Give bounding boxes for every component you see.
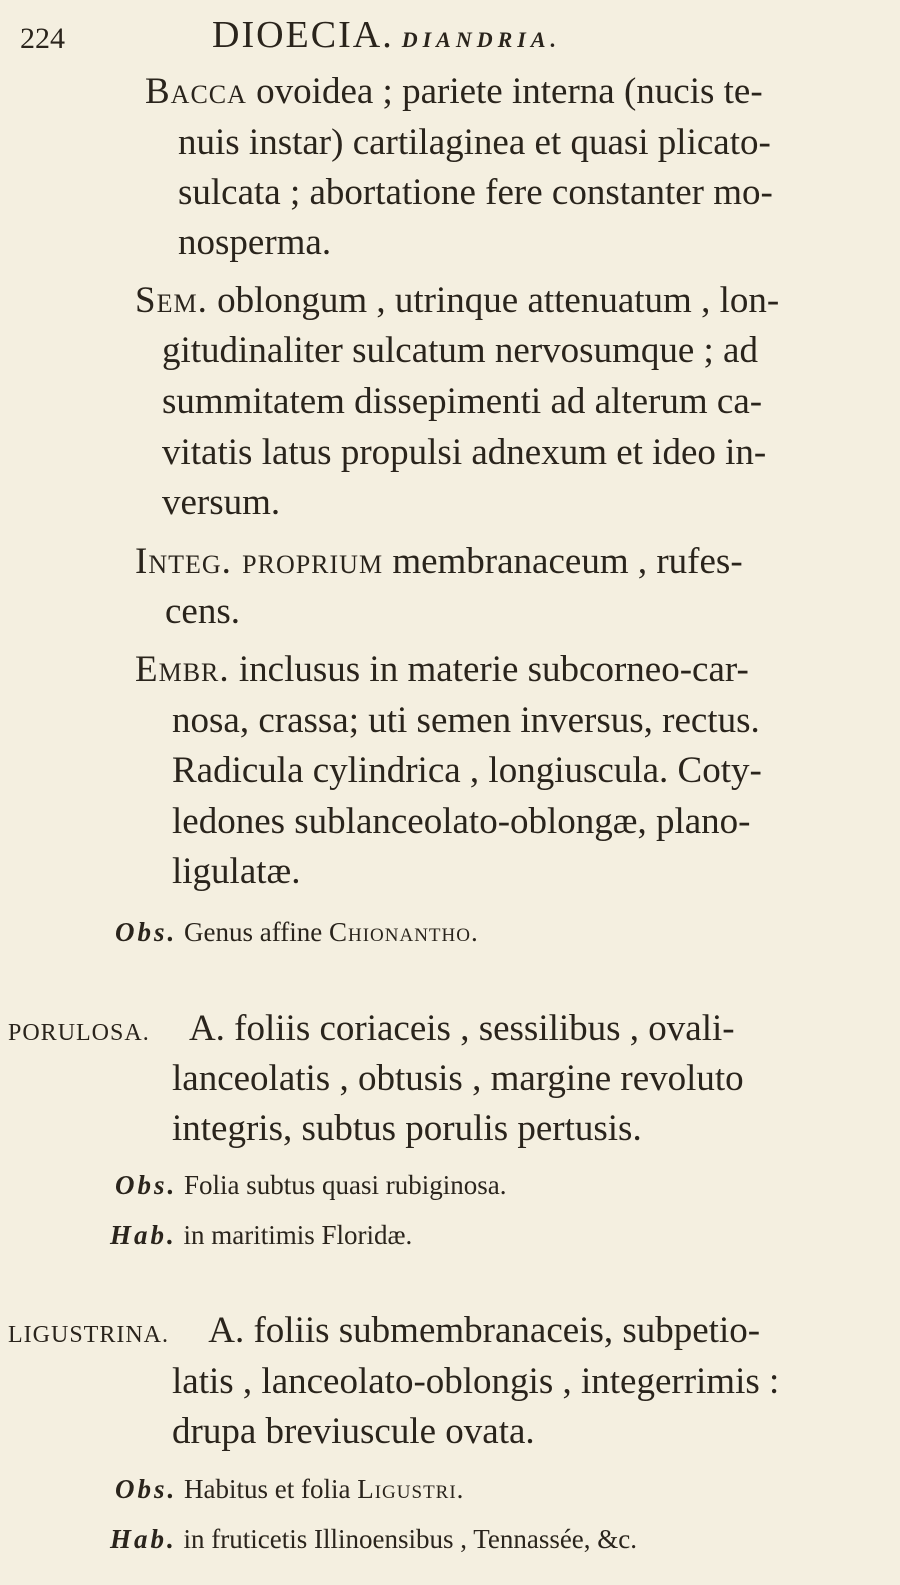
obs-label: Obs.	[115, 917, 178, 947]
sem-line-2: gitudinaliter sulcatum nervosumque ; ad	[162, 330, 758, 371]
bacca-line-2: nuis instar) cartilaginea et quasi plicato-	[178, 122, 771, 163]
ligustrina-obs: Obs. Habitus et folia Ligustri.	[115, 1474, 465, 1504]
species-name-ligustrina: LIGUSTRINA.	[8, 1322, 169, 1348]
sem-line-5: versum.	[162, 482, 281, 523]
integ-line-2: cens.	[165, 591, 240, 632]
page-number: 224	[20, 22, 65, 55]
species-name-porulosa: PORULOSA.	[8, 1020, 150, 1046]
ligustrina-line-1: LIGUSTRINA. A. foliis submembranaceis, subpetio-	[8, 1310, 761, 1351]
sem-line-3: summitatem dissepimenti ad alterum ca-	[162, 381, 763, 422]
bacca-line-3: sulcata ; abortatione fere constanter mo-	[178, 172, 773, 213]
bacca-line-1: Bacca ovoidea ; pariete interna (nucis te-	[145, 71, 763, 112]
embr-line-3: Radicula cylindrica , longiuscula. Coty-	[172, 750, 762, 791]
embr-line-2: nosa, crassa; uti semen inversus, rectus.	[172, 700, 760, 741]
obs-genus: Obs. Genus affine Chionantho.	[115, 917, 479, 947]
ligustrina-obs-ref: Ligustri.	[357, 1474, 465, 1504]
ligustrina-line-2: latis , lanceolato-oblongis , integerrimis :	[172, 1361, 780, 1402]
sem-line-1: Sem. oblongum , utrinque attenuatum , lon-	[135, 280, 780, 321]
obs-genus-ref: Chionantho.	[328, 917, 479, 947]
ligustrina-hab: Hab. in fruticetis Illinoensibus , Tennassée, &c.	[110, 1524, 638, 1554]
integ-line-1: Integ. proprium membranaceum , rufes-	[135, 541, 743, 582]
porulosa-line-1: PORULOSA. A. foliis coriaceis , sessilibus , ovali-	[8, 1008, 735, 1049]
porulosa-obs: Obs. Folia subtus quasi rubiginosa.	[115, 1170, 507, 1200]
porulosa-hab: Hab. in maritimis Floridæ.	[110, 1220, 413, 1250]
bacca-label: Bacca	[145, 71, 247, 112]
sem-line-4: vitatis latus propulsi adnexum et ideo in-	[162, 432, 767, 473]
order-name: DIANDRIA.	[401, 27, 562, 52]
integ-label: Integ. proprium	[135, 541, 384, 582]
embr-label: Embr.	[135, 649, 230, 690]
embr-line-1: Embr. inclusus in materie subcorneo-car-	[135, 649, 749, 690]
running-header	[212, 10, 561, 65]
embr-line-4: ledones sublanceolato-oblongæ, plano-	[172, 801, 751, 842]
class-name: DIOECIA.	[212, 14, 394, 56]
sem-label: Sem.	[135, 280, 208, 321]
embr-line-5: ligulatæ.	[172, 851, 301, 892]
porulosa-line-2: lanceolatis , obtusis , margine revoluto	[172, 1058, 744, 1099]
porulosa-line-3: integris, subtus porulis pertusis.	[172, 1108, 642, 1149]
ligustrina-line-3: drupa breviuscule ovata.	[172, 1411, 535, 1452]
bacca-line-4: nosperma.	[178, 222, 332, 263]
